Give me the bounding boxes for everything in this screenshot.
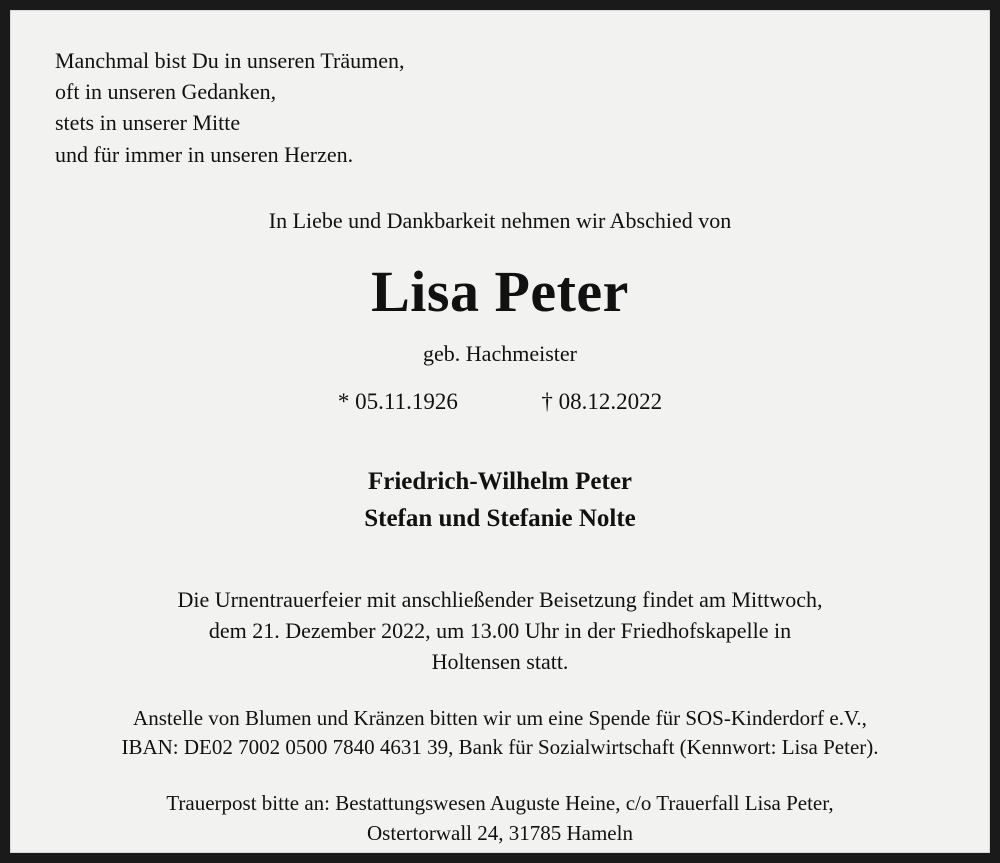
poem-line-1: Manchmal bist Du in unseren Träumen, — [55, 48, 405, 73]
donation-line-2: IBAN: DE02 7002 0500 7840 4631 39, Bank für Sozialwirtschaft (Kennwort: Lisa Peter). — [121, 735, 879, 760]
obituary-card — [10, 10, 990, 853]
poem-line-4: und für immer in unseren Herzen. — [55, 141, 354, 167]
survivors-block — [51, 463, 949, 538]
donation-line-1: Anstelle von Blumen und Kränzen bitten wir um eine Spende für SOS-Kinderdorf e.V., — [133, 705, 867, 730]
intro-text: In Liebe und Dankbarkeit nehmen wir Abschied von — [268, 207, 732, 233]
survivor-line-2: Stefan und Stefanie Nolte — [364, 505, 636, 533]
ceremony-line-2: dem 21. Dezember 2022, um 13.00 Uhr in der Friedhofskapelle in — [208, 618, 792, 644]
poem-block — [55, 45, 949, 170]
donation-block — [51, 704, 949, 764]
ceremony-line-3: Holtensen statt. — [431, 649, 569, 675]
maiden-name: geb. Hachmeister — [423, 340, 577, 366]
survivor-line-1: Friedrich-Wilhelm Peter — [367, 467, 633, 495]
deceased-name: Lisa Peter — [371, 258, 629, 324]
mourning-post-line-1: Trauerpost bitte an: Bestattungswesen Auguste Heine, c/o Trauerfall Lisa Peter, — [166, 791, 834, 816]
mourning-post-block — [51, 789, 949, 849]
mourning-post-line-2: Ostertorwall 24, 31785 Hameln — [367, 820, 633, 845]
poem-line-2: oft in unseren Gedanken, — [55, 79, 277, 105]
ceremony-line-1: Die Urnentrauerfeier mit anschließender Beisetzung findet am Mittwoch, — [177, 586, 823, 612]
poem-line-3: stets in unserer Mitte — [55, 110, 241, 136]
birth-date: * 05.11.1926 — [337, 388, 458, 414]
ceremony-block — [51, 584, 949, 678]
life-dates — [51, 389, 949, 415]
death-date: † 08.12.2022 — [541, 388, 663, 414]
